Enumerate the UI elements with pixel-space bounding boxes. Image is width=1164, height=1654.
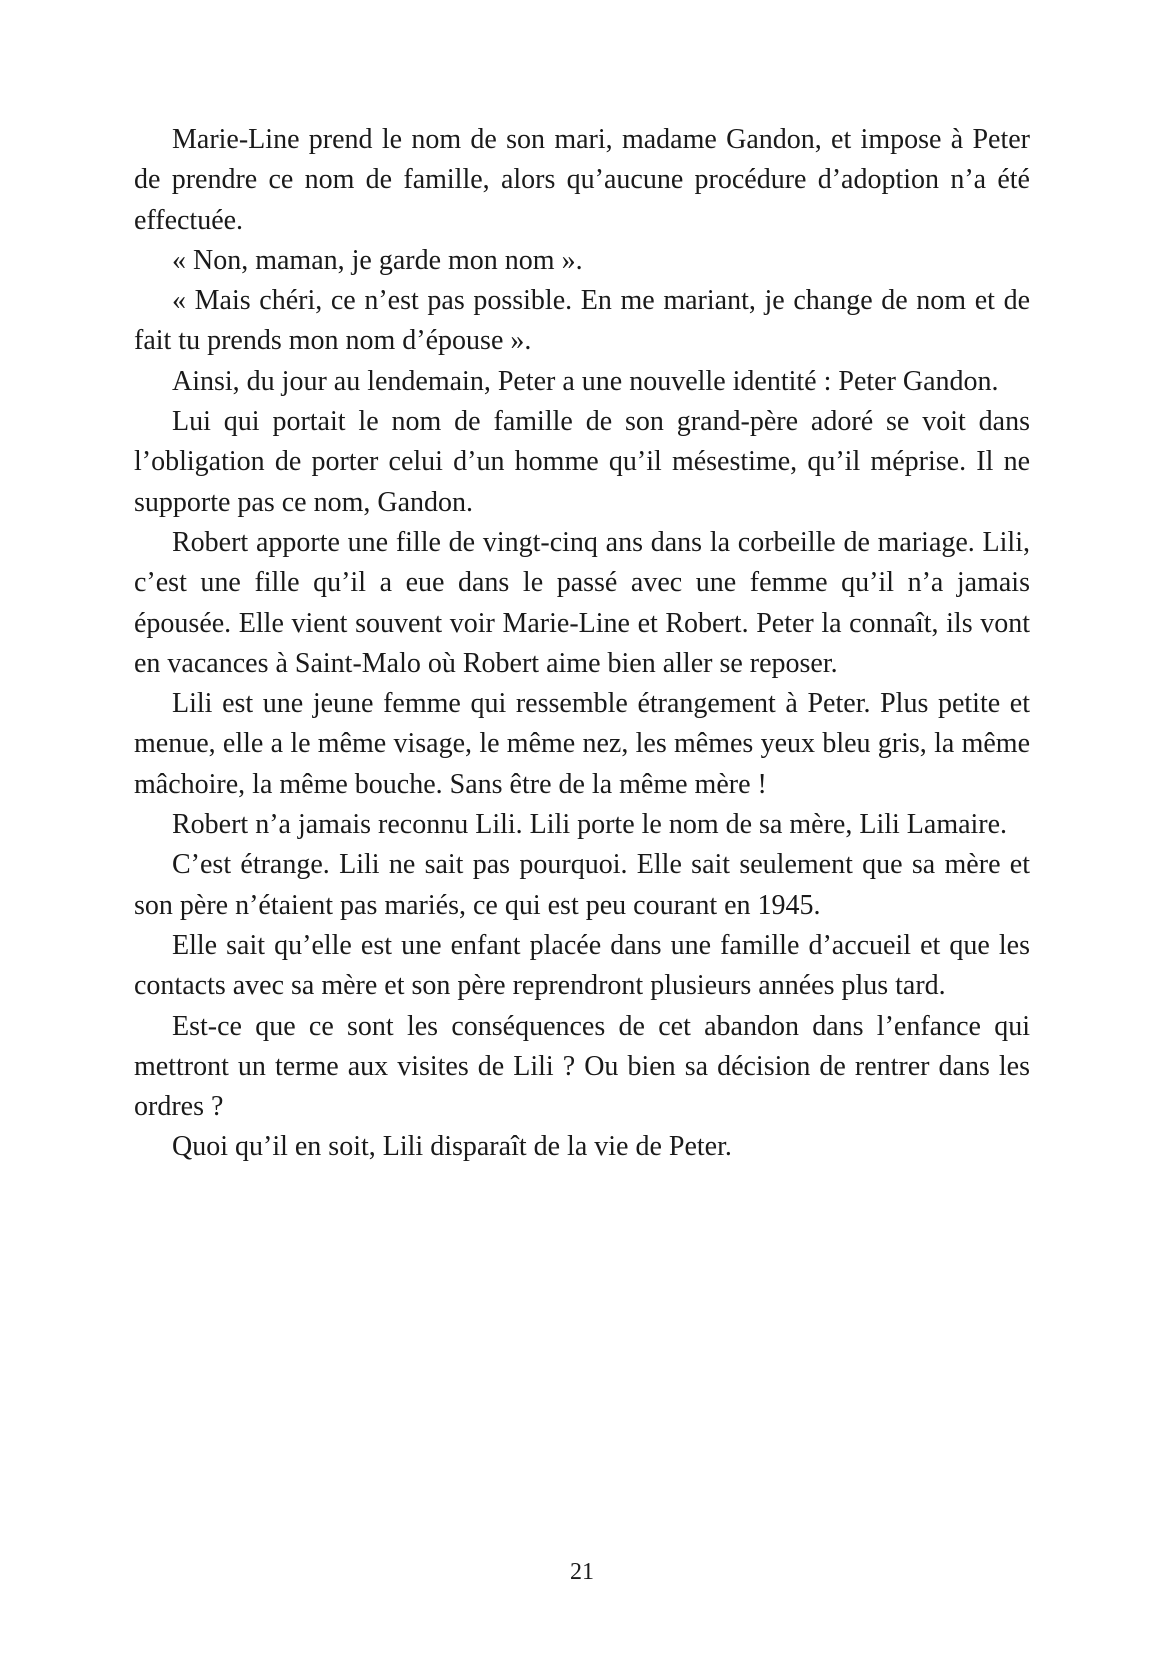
paragraph: Est-ce que ce sont les conséquences de cet abandon dans l’enfance qui mettront un terme aux visites de Lili ? Ou bien sa décision de rentrer dans les ordres ? bbox=[134, 1010, 1030, 1123]
body-text bbox=[134, 120, 1030, 1168]
paragraph: Marie-Line prend le nom de son mari, madame Gandon, et impose à Peter de prendre ce nom de famille, alors qu’aucune procédure d’adoption n’a été effectuée. bbox=[134, 124, 1030, 236]
paragraph: Robert n’a jamais reconnu Lili. Lili porte le nom de sa mère, Lili Lamaire. bbox=[172, 809, 1008, 841]
paragraph: Ainsi, du jour au lendemain, Peter a une nouvelle identité : Peter Gandon. bbox=[172, 365, 999, 397]
paragraph: « Non, maman, je garde mon nom ». bbox=[172, 244, 583, 276]
paragraph: « Mais chéri, ce n’est pas possible. En me mariant, je change de nom et de fait tu prends mon nom d’épouse ». bbox=[134, 285, 1030, 357]
paragraph: Elle sait qu’elle est une enfant placée dans une famille d’accueil et que les contacts avec sa mère et son père reprendront plusieurs années plus tard. bbox=[134, 929, 1030, 1002]
paragraph: Quoi qu’il en soit, Lili disparaît de la vie de Peter. bbox=[172, 1131, 732, 1163]
paragraph: Lui qui portait le nom de famille de son grand-père adoré se voit dans l’obligation de porter celui d’un homme qu’il mésestime, qu’il méprise. Il ne supporte pas ce nom, Gandon. bbox=[134, 406, 1030, 518]
paragraph: Robert apporte une fille de vingt-cinq ans dans la corbeille de mariage. Lili, c’est une fille qu’il a eue dans le passé avec une femme qu’il n’a jamais épousée. Elle vient souvent voir Marie-Line et Robert. Peter la connaît, ils vont en vacances à Saint-Malo où Robert aime bien aller se reposer. bbox=[134, 526, 1030, 679]
paragraph: C’est étrange. Lili ne sait pas pourquoi. Elle sait seulement que sa mère et son père n’étaient pas mariés, ce qui est peu courant en 1945. bbox=[134, 849, 1030, 921]
paragraph: Lili est une jeune femme qui ressemble étrangement à Peter. Plus petite et menue, elle a le même visage, le même nez, les mêmes yeux bleu gris, la même mâchoire, la même bouche. Sans être de la même mère ! bbox=[134, 688, 1030, 800]
page-number: 21 bbox=[570, 1559, 594, 1585]
